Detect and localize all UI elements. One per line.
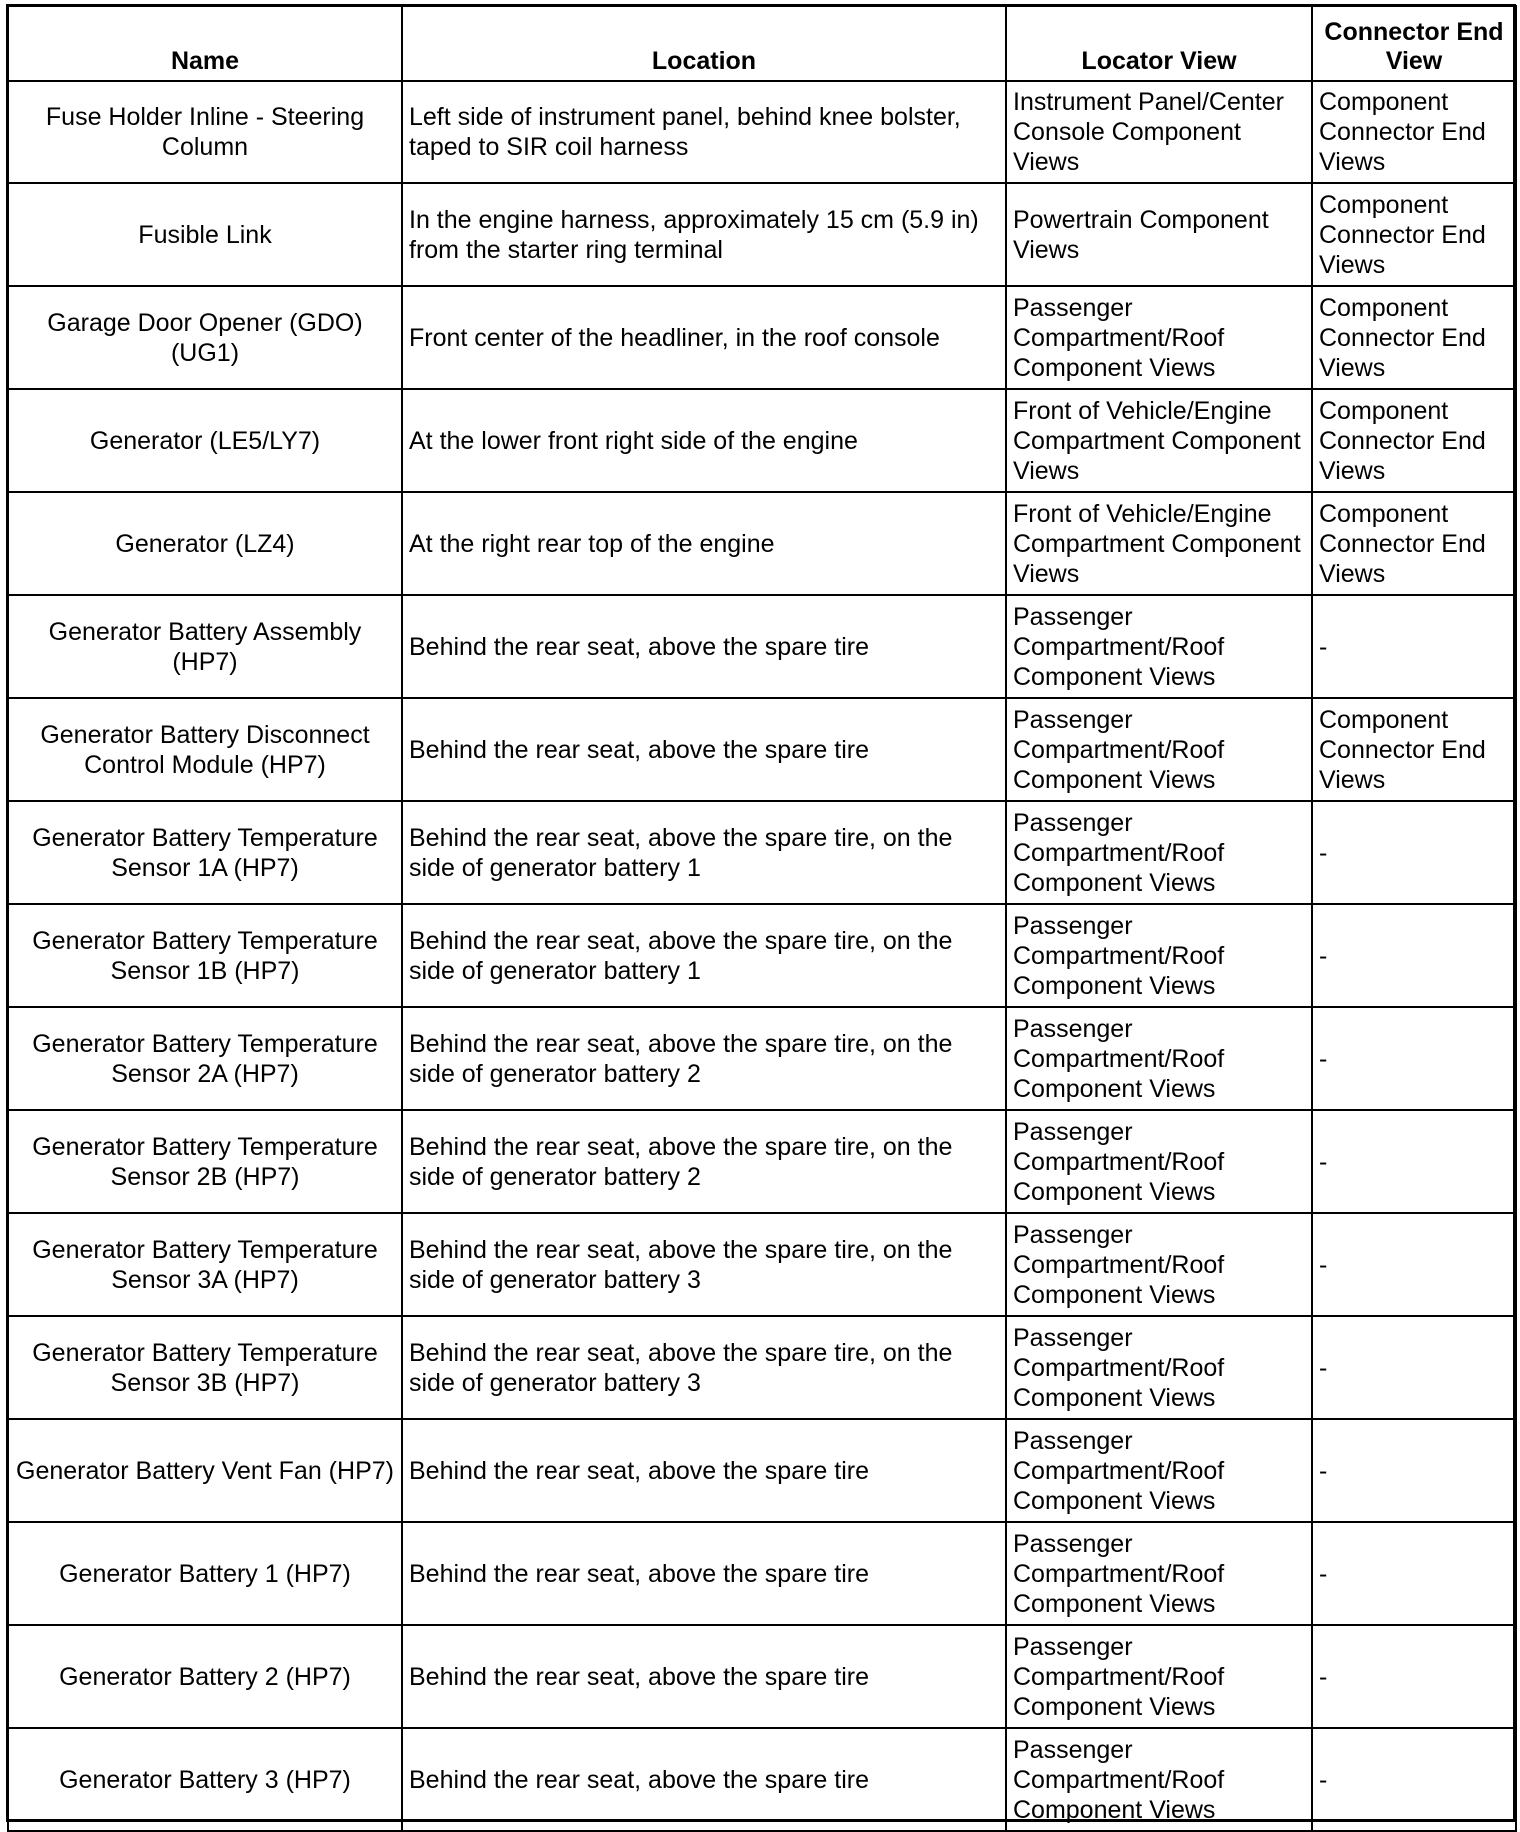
cell-connector-end-view: - <box>1312 1419 1516 1522</box>
cell-connector-end-view: - <box>1312 1007 1516 1110</box>
cell-name: Generator Battery Vent Fan (HP7) <box>8 1419 402 1522</box>
cell-connector-end-view: - <box>1312 801 1516 904</box>
table-row <box>8 904 1516 1007</box>
component-locator-table <box>7 5 1517 1832</box>
table-row <box>8 389 1516 492</box>
header-connector-end-view: Connector End View <box>1312 6 1516 81</box>
table-body <box>8 81 1516 1831</box>
table-row <box>8 1316 1516 1419</box>
cell-location: At the right rear top of the engine <box>402 492 1006 595</box>
cell-name: Generator Battery Temperature Sensor 3A (HP7) <box>8 1213 402 1316</box>
cell-locator-view: Passenger Compartment/Roof Component Views <box>1006 1419 1312 1522</box>
cell-locator-view: Passenger Compartment/Roof Component Views <box>1006 698 1312 801</box>
cell-connector-end-view: - <box>1312 1625 1516 1728</box>
cell-connector-end-view: - <box>1312 1316 1516 1419</box>
cell-location: Behind the rear seat, above the spare tire <box>402 1625 1006 1728</box>
table-row <box>8 286 1516 389</box>
cell-connector-end-view: Component Connector End Views <box>1312 81 1516 183</box>
cell-connector-end-view: - <box>1312 1213 1516 1316</box>
cell-locator-view: Passenger Compartment/Roof Component Views <box>1006 286 1312 389</box>
cell-connector-end-view: - <box>1312 595 1516 698</box>
table-row <box>8 1625 1516 1728</box>
table-row <box>8 1522 1516 1625</box>
cell-name: Generator Battery Temperature Sensor 1B (HP7) <box>8 904 402 1007</box>
cell-connector-end-view: Component Connector End Views <box>1312 389 1516 492</box>
cell-location: Behind the rear seat, above the spare tire, on the side of generator battery 1 <box>402 904 1006 1007</box>
cell-locator-view: Passenger Compartment/Roof Component Views <box>1006 595 1312 698</box>
cell-locator-view: Passenger Compartment/Roof Component Views <box>1006 1007 1312 1110</box>
cell-location: Behind the rear seat, above the spare tire <box>402 1419 1006 1522</box>
cell-location: Behind the rear seat, above the spare tire <box>402 698 1006 801</box>
cell-location: Behind the rear seat, above the spare tire, on the side of generator battery 2 <box>402 1110 1006 1213</box>
cell-location: Behind the rear seat, above the spare tire, on the side of generator battery 2 <box>402 1007 1006 1110</box>
cell-locator-view: Passenger Compartment/Roof Component Views <box>1006 1316 1312 1419</box>
cell-locator-view: Front of Vehicle/Engine Compartment Component Views <box>1006 389 1312 492</box>
table-row <box>8 1728 1516 1831</box>
cell-name: Generator Battery Assembly (HP7) <box>8 595 402 698</box>
cell-location: Behind the rear seat, above the spare tire, on the side of generator battery 1 <box>402 801 1006 904</box>
table-row <box>8 492 1516 595</box>
cell-connector-end-view: - <box>1312 1110 1516 1213</box>
cell-location: In the engine harness, approximately 15 cm (5.9 in) from the starter ring terminal <box>402 183 1006 286</box>
cell-name: Generator Battery Disconnect Control Module (HP7) <box>8 698 402 801</box>
cell-connector-end-view: - <box>1312 1522 1516 1625</box>
cell-connector-end-view: Component Connector End Views <box>1312 492 1516 595</box>
table-row <box>8 183 1516 286</box>
cell-locator-view: Front of Vehicle/Engine Compartment Component Views <box>1006 492 1312 595</box>
cell-name: Generator (LE5/LY7) <box>8 389 402 492</box>
cell-location: Left side of instrument panel, behind knee bolster, taped to SIR coil harness <box>402 81 1006 183</box>
cell-connector-end-view: Component Connector End Views <box>1312 286 1516 389</box>
cell-locator-view: Passenger Compartment/Roof Component Views <box>1006 1522 1312 1625</box>
cell-locator-view: Powertrain Component Views <box>1006 183 1312 286</box>
cell-name: Generator (LZ4) <box>8 492 402 595</box>
header-name: Name <box>8 6 402 81</box>
table-row <box>8 595 1516 698</box>
cell-name: Generator Battery 2 (HP7) <box>8 1625 402 1728</box>
cell-name: Generator Battery Temperature Sensor 2A (HP7) <box>8 1007 402 1110</box>
table-row <box>8 1007 1516 1110</box>
table-row <box>8 801 1516 904</box>
cell-connector-end-view: Component Connector End Views <box>1312 698 1516 801</box>
cell-location: Behind the rear seat, above the spare tire <box>402 1728 1006 1831</box>
table-row <box>8 1110 1516 1213</box>
table-row <box>8 1419 1516 1522</box>
cell-location: Behind the rear seat, above the spare tire, on the side of generator battery 3 <box>402 1213 1006 1316</box>
table-row <box>8 698 1516 801</box>
cell-connector-end-view: Component Connector End Views <box>1312 183 1516 286</box>
table-row <box>8 1213 1516 1316</box>
cell-name: Generator Battery 3 (HP7) <box>8 1728 402 1831</box>
cell-locator-view: Passenger Compartment/Roof Component Views <box>1006 904 1312 1007</box>
cell-name: Generator Battery Temperature Sensor 1A (HP7) <box>8 801 402 904</box>
cell-connector-end-view: - <box>1312 1728 1516 1831</box>
cell-location: Behind the rear seat, above the spare tire <box>402 1522 1006 1625</box>
cell-location: Behind the rear seat, above the spare tire <box>402 595 1006 698</box>
cell-name: Generator Battery Temperature Sensor 3B (HP7) <box>8 1316 402 1419</box>
cell-locator-view: Passenger Compartment/Roof Component Views <box>1006 1728 1312 1831</box>
cell-locator-view: Passenger Compartment/Roof Component Views <box>1006 801 1312 904</box>
cell-location: Front center of the headliner, in the roof console <box>402 286 1006 389</box>
cell-location: At the lower front right side of the engine <box>402 389 1006 492</box>
header-location: Location <box>402 6 1006 81</box>
table-row <box>8 81 1516 183</box>
cell-locator-view: Passenger Compartment/Roof Component Views <box>1006 1213 1312 1316</box>
cell-locator-view: Instrument Panel/Center Console Component Views <box>1006 81 1312 183</box>
cell-name: Fuse Holder Inline - Steering Column <box>8 81 402 183</box>
cell-name: Garage Door Opener (GDO) (UG1) <box>8 286 402 389</box>
cell-location: Behind the rear seat, above the spare tire, on the side of generator battery 3 <box>402 1316 1006 1419</box>
cell-name: Generator Battery 1 (HP7) <box>8 1522 402 1625</box>
cell-locator-view: Passenger Compartment/Roof Component Views <box>1006 1625 1312 1728</box>
header-locator-view: Locator View <box>1006 6 1312 81</box>
cell-name: Generator Battery Temperature Sensor 2B (HP7) <box>8 1110 402 1213</box>
header-row <box>8 6 1516 81</box>
cell-connector-end-view: - <box>1312 904 1516 1007</box>
cell-locator-view: Passenger Compartment/Roof Component Views <box>1006 1110 1312 1213</box>
cell-name: Fusible Link <box>8 183 402 286</box>
